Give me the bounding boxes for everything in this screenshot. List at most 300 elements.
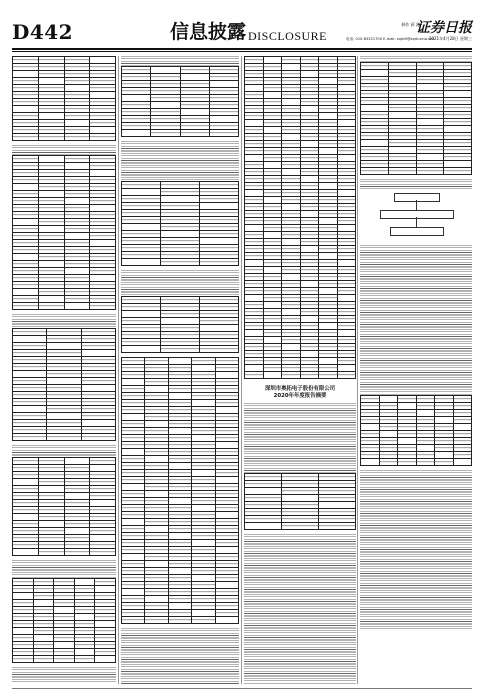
table-cell (47, 420, 81, 427)
table-cell (47, 364, 81, 371)
table-cell (168, 547, 191, 554)
table-cell (319, 232, 338, 239)
table-cell (74, 593, 95, 600)
table-cell (319, 162, 338, 169)
masthead-rule-thin (12, 51, 472, 52)
table-cell (282, 246, 301, 253)
table-cell (215, 617, 238, 624)
table-cell (13, 413, 47, 420)
table-cell (38, 191, 64, 198)
table-cell (151, 109, 180, 116)
table-cell (90, 226, 116, 233)
table-cell (74, 628, 95, 635)
table-cell (300, 337, 319, 344)
table-cell (180, 116, 209, 123)
table-cell (151, 74, 180, 81)
table-cell (215, 547, 238, 554)
table-cell (54, 642, 75, 649)
table-cell (33, 621, 54, 628)
table-cell (74, 656, 95, 663)
table-cell (13, 240, 39, 247)
table-cell (379, 417, 398, 424)
table-cell (90, 177, 116, 184)
table-cell (33, 649, 54, 656)
table-cell (388, 84, 416, 91)
table-cell (33, 642, 54, 649)
table-cell (74, 642, 95, 649)
table-cell (337, 309, 356, 316)
table-cell (209, 123, 238, 130)
table-cell (38, 254, 64, 261)
table-cell (319, 274, 338, 281)
table-cell (215, 491, 238, 498)
table-cell (122, 252, 161, 259)
table-cell (145, 526, 168, 533)
table-cell (122, 596, 145, 603)
table-cell (95, 628, 116, 635)
table-cell (337, 57, 356, 64)
table-cell (168, 435, 191, 442)
table-cell (145, 470, 168, 477)
table-cell (168, 442, 191, 449)
table-cell (64, 542, 90, 549)
table-cell (90, 120, 116, 127)
table-cell (64, 219, 90, 226)
table-cell (282, 232, 301, 239)
table-cell (245, 351, 264, 358)
table-cell (38, 528, 64, 535)
table-cell (64, 85, 90, 92)
table-cell (453, 445, 472, 452)
table-cell (337, 288, 356, 295)
column-divider (357, 56, 358, 684)
table-cell (245, 148, 264, 155)
table-cell (416, 98, 444, 105)
fine-print-table (360, 62, 472, 175)
table-cell (122, 372, 145, 379)
table-cell (361, 431, 380, 438)
table-cell (64, 233, 90, 240)
table-cell (453, 452, 472, 459)
table-cell (319, 267, 338, 274)
table-cell (300, 260, 319, 267)
table-cell (38, 493, 64, 500)
table-cell (13, 336, 47, 343)
table-cell (95, 621, 116, 628)
table-cell (209, 95, 238, 102)
table-cell (38, 163, 64, 170)
table-cell (388, 112, 416, 119)
table-cell (319, 481, 356, 488)
table-cell (263, 99, 282, 106)
table-cell (282, 162, 301, 169)
table-cell (453, 410, 472, 417)
table-cell (13, 343, 47, 350)
table-cell (145, 414, 168, 421)
table-cell (95, 635, 116, 642)
table-cell (122, 568, 145, 575)
table-cell (444, 84, 472, 91)
table-cell (192, 358, 215, 365)
fine-print-table (12, 328, 116, 441)
table-cell (245, 197, 264, 204)
table-cell (168, 491, 191, 498)
table-cell (38, 184, 64, 191)
table-cell (122, 610, 145, 617)
table-cell (81, 406, 115, 413)
table-cell (122, 470, 145, 477)
table-cell (245, 246, 264, 253)
table-cell (90, 247, 116, 254)
table-cell (161, 346, 200, 353)
table-cell (145, 519, 168, 526)
fine-print-text (12, 560, 116, 578)
table-cell (379, 459, 398, 466)
table-cell (90, 92, 116, 99)
table-cell (337, 365, 356, 372)
table-cell (122, 561, 145, 568)
table-cell (282, 57, 301, 64)
table-cell (161, 304, 200, 311)
table-cell (13, 649, 34, 656)
table-cell (168, 428, 191, 435)
table-cell (319, 148, 338, 155)
table-cell (319, 204, 338, 211)
table-cell (168, 386, 191, 393)
table-cell (337, 225, 356, 232)
table-cell (38, 275, 64, 282)
table-cell (319, 488, 356, 495)
table-cell (435, 459, 454, 466)
table-cell (245, 481, 282, 488)
table-cell (435, 431, 454, 438)
table-cell (416, 147, 444, 154)
table-cell (81, 371, 115, 378)
table-cell (13, 378, 47, 385)
table-cell (444, 77, 472, 84)
table-cell (300, 232, 319, 239)
table-cell (319, 218, 338, 225)
table-cell (435, 424, 454, 431)
table-cell (90, 507, 116, 514)
table-cell (145, 386, 168, 393)
table-cell (38, 177, 64, 184)
table-cell (416, 70, 444, 77)
table-cell (81, 343, 115, 350)
diagram-line (416, 200, 417, 210)
table-cell (122, 196, 161, 203)
table-cell (90, 198, 116, 205)
table-cell (300, 211, 319, 218)
table-cell (263, 71, 282, 78)
table-cell (54, 586, 75, 593)
table-cell (192, 484, 215, 491)
table-cell (122, 318, 161, 325)
table-cell (245, 502, 282, 509)
table-cell (215, 414, 238, 421)
table-cell (90, 500, 116, 507)
table-cell (145, 435, 168, 442)
table-cell (300, 134, 319, 141)
fine-print-table (12, 155, 116, 310)
table-cell (300, 344, 319, 351)
table-cell (13, 364, 47, 371)
table-cell (122, 435, 145, 442)
table-cell (180, 67, 209, 74)
table-cell (145, 463, 168, 470)
table-cell (168, 379, 191, 386)
table-cell (263, 351, 282, 358)
table-cell (192, 603, 215, 610)
table-cell (161, 196, 200, 203)
table-cell (319, 516, 356, 523)
table-cell (38, 113, 64, 120)
table-cell (74, 649, 95, 656)
table-cell (444, 133, 472, 140)
table-cell (245, 358, 264, 365)
table-cell (245, 141, 264, 148)
table-cell (38, 156, 64, 163)
table-cell (245, 113, 264, 120)
fine-print-text (121, 56, 239, 66)
table-cell (13, 71, 39, 78)
table-cell (263, 204, 282, 211)
table-cell (435, 410, 454, 417)
table-cell (300, 106, 319, 113)
table-cell (90, 528, 116, 535)
table-cell (263, 218, 282, 225)
table-cell (319, 120, 338, 127)
table-cell (282, 155, 301, 162)
table-cell (64, 240, 90, 247)
table-cell (192, 610, 215, 617)
table-cell (33, 586, 54, 593)
table-cell (145, 561, 168, 568)
table-cell (38, 479, 64, 486)
table-cell (319, 351, 338, 358)
table-cell (122, 259, 161, 266)
table-cell (54, 649, 75, 656)
table-cell (300, 365, 319, 372)
contact-line: 电话: 010-83251700 E-mail: zqrb9@zqrb.sina.net (346, 37, 435, 41)
table-cell (263, 309, 282, 316)
table-cell (168, 512, 191, 519)
table-cell (192, 407, 215, 414)
table-cell (215, 484, 238, 491)
table-cell (337, 351, 356, 358)
table-cell (361, 91, 389, 98)
table-cell (90, 85, 116, 92)
report-title: 2020年年度报告摘要 (273, 393, 327, 399)
table-cell (361, 126, 389, 133)
table-cell (168, 414, 191, 421)
table-cell (282, 204, 301, 211)
table-cell (282, 253, 301, 260)
table-cell (319, 309, 338, 316)
table-cell (13, 472, 39, 479)
table-cell (209, 67, 238, 74)
table-cell (300, 323, 319, 330)
table-cell (192, 547, 215, 554)
table-cell (282, 176, 301, 183)
table-cell (245, 288, 264, 295)
table-cell (453, 403, 472, 410)
table-cell (192, 414, 215, 421)
table-cell (145, 379, 168, 386)
table-cell (64, 282, 90, 289)
table-cell (13, 427, 47, 434)
fine-print-text (360, 179, 472, 189)
table-cell (192, 596, 215, 603)
table-cell (122, 210, 161, 217)
table-cell (398, 424, 417, 431)
table-cell (13, 350, 47, 357)
table-cell (263, 106, 282, 113)
column-divider (118, 56, 119, 684)
table-cell (282, 113, 301, 120)
table-cell (192, 582, 215, 589)
table-cell (122, 617, 145, 624)
table-cell (245, 337, 264, 344)
table-cell (263, 183, 282, 190)
table-cell (263, 64, 282, 71)
table-cell (319, 509, 356, 516)
table-cell (13, 303, 39, 310)
table-cell (416, 438, 435, 445)
fine-print-table (121, 296, 239, 353)
table-cell (263, 148, 282, 155)
table-cell (282, 316, 301, 323)
table-cell (64, 275, 90, 282)
table-cell (122, 463, 145, 470)
table-cell (38, 247, 64, 254)
table-cell (300, 162, 319, 169)
table-cell (168, 582, 191, 589)
table-cell (54, 593, 75, 600)
table-cell (361, 147, 389, 154)
table-cell (416, 119, 444, 126)
table-cell (47, 434, 81, 441)
table-cell (180, 95, 209, 102)
table-cell (245, 239, 264, 246)
table-cell (161, 297, 200, 304)
table-cell (168, 596, 191, 603)
table-cell (122, 526, 145, 533)
table-cell (81, 364, 115, 371)
section-title: 信息披露 (170, 21, 247, 43)
table-cell (64, 261, 90, 268)
table-cell (122, 130, 151, 137)
table-cell (95, 614, 116, 621)
table-cell (444, 98, 472, 105)
table-cell (263, 134, 282, 141)
table-cell (122, 332, 161, 339)
table-cell (64, 163, 90, 170)
table-cell (81, 427, 115, 434)
table-cell (95, 649, 116, 656)
table-cell (90, 514, 116, 521)
table-cell (263, 190, 282, 197)
table-cell (38, 205, 64, 212)
table-cell (64, 64, 90, 71)
table-cell (81, 392, 115, 399)
table-cell (453, 431, 472, 438)
table-cell (282, 474, 319, 481)
table-cell (416, 84, 444, 91)
table-cell (337, 267, 356, 274)
table-cell (13, 614, 34, 621)
table-cell (416, 161, 444, 168)
table-cell (122, 477, 145, 484)
table-cell (379, 431, 398, 438)
table-cell (379, 424, 398, 431)
table-cell (13, 500, 39, 507)
table-cell (64, 106, 90, 113)
table-cell (145, 421, 168, 428)
table-cell (435, 403, 454, 410)
table-cell (161, 259, 200, 266)
table-cell (282, 295, 301, 302)
table-cell (337, 316, 356, 323)
fine-print-table (121, 181, 239, 266)
table-cell (64, 479, 90, 486)
table-cell (337, 204, 356, 211)
table-cell (168, 400, 191, 407)
table-cell (90, 113, 116, 120)
table-cell (81, 399, 115, 406)
table-cell (13, 198, 39, 205)
table-cell (215, 386, 238, 393)
table-cell (145, 554, 168, 561)
table-cell (145, 533, 168, 540)
table-cell (319, 92, 338, 99)
table-cell (38, 57, 64, 64)
table-cell (151, 102, 180, 109)
table-cell (13, 163, 39, 170)
table-cell (209, 116, 238, 123)
table-cell (416, 112, 444, 119)
table-cell (13, 205, 39, 212)
table-cell (300, 155, 319, 162)
table-cell (192, 617, 215, 624)
table-cell (122, 498, 145, 505)
table-cell (122, 540, 145, 547)
table-cell (444, 119, 472, 126)
table-cell (263, 127, 282, 134)
table-cell (319, 176, 338, 183)
table-cell (13, 156, 39, 163)
table-cell (122, 109, 151, 116)
table-cell (168, 470, 191, 477)
table-cell (282, 260, 301, 267)
table-cell (245, 120, 264, 127)
table-cell (145, 603, 168, 610)
table-cell (90, 458, 116, 465)
table-cell (215, 428, 238, 435)
table-cell (388, 147, 416, 154)
table-cell (319, 260, 338, 267)
table-cell (435, 438, 454, 445)
table-cell (263, 113, 282, 120)
table-cell (337, 78, 356, 85)
table-cell (145, 491, 168, 498)
table-cell (13, 434, 47, 441)
table-cell (319, 78, 338, 85)
table-cell (300, 239, 319, 246)
table-cell (64, 134, 90, 141)
table-cell (122, 400, 145, 407)
table-cell (263, 337, 282, 344)
